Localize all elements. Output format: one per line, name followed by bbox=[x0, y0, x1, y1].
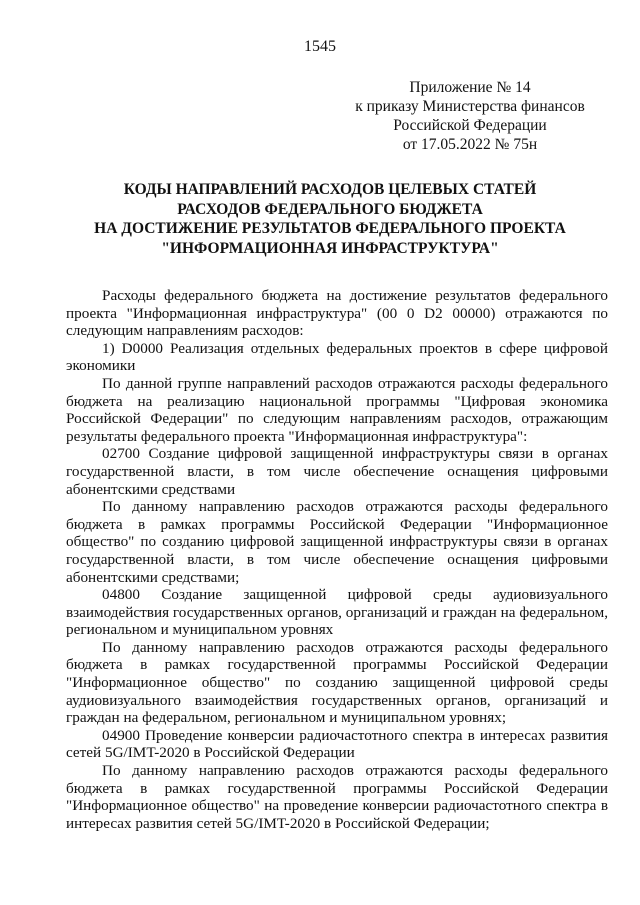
paragraph-intro: Расходы федерального бюджета на достижение результатов федерального проекта "Информационная инфраструктура" (00 0 D2 00000) отражаются по следующим направлениям расходов: bbox=[66, 287, 608, 340]
appendix-block bbox=[340, 78, 600, 154]
paragraph-code-04800: 04800 Создание защищенной цифровой среды аудиовизуального взаимодействия государственных органов, организаций и граждан на федеральном, региональном и муниципальном уровнях bbox=[66, 586, 608, 639]
title-line-4: "ИНФОРМАЦИОННАЯ ИНФРАСТРУКТУРА" bbox=[161, 239, 499, 257]
appendix-ministry: Российской Федерации bbox=[393, 117, 547, 134]
paragraph-code-04800-description: По данному направлению расходов отражаются расходы федерального бюджета в рамках государственной программы Российской Федерации "Информационное общество" по созданию защищенной цифровой среды аудиовизуального взаимодействия государственных органов, организаций и граждан на федеральном, региональном и муниципальном уровнях; bbox=[66, 638, 608, 727]
appendix-title: Приложение № 14 bbox=[409, 79, 531, 96]
document-body bbox=[66, 287, 608, 832]
paragraph-code-04900-description: По данному направлению расходов отражаются расходы федерального бюджета в рамках государственной программы Российской Федерации "Информационное общество" на проведение конверсии радиочастотного спектра в интересах развития сетей 5G/IMT-2020 в Российской Федерации; bbox=[66, 762, 608, 832]
title-line-2: РАСХОДОВ ФЕДЕРАЛЬНОГО БЮДЖЕТА bbox=[177, 200, 483, 218]
document-title bbox=[60, 180, 600, 258]
page-number: 1545 bbox=[304, 38, 336, 55]
appendix-date: от 17.05.2022 № 75н bbox=[402, 136, 538, 153]
paragraph-code-04900: 04900 Проведение конверсии радиочастотного спектра в интересах развития сетей 5G/IMT-2020 в Российской Федерации bbox=[66, 726, 608, 762]
appendix-order-ref: к приказу Министерства финансов bbox=[355, 98, 585, 115]
paragraph-group-d0000: 1) D0000 Реализация отдельных федеральных проектов в сфере цифровой экономики bbox=[66, 339, 608, 375]
paragraph-code-02700: 02700 Создание цифровой защищенной инфраструктуры связи в органах государственной власти, в том числе обеспечение оснащения цифровыми абонентскими средствами bbox=[66, 445, 608, 498]
paragraph-code-02700-description: По данному направлению расходов отражаются расходы федерального бюджета в рамках программы Российской Федерации "Информационное общество" по созданию цифровой защищенной инфраструктуры связи в органах государственной власти, в том числе обеспечение оснащения цифровыми абонентскими средствами; bbox=[66, 498, 608, 586]
title-line-1: КОДЫ НАПРАВЛЕНИЙ РАСХОДОВ ЦЕЛЕВЫХ СТАТЕЙ bbox=[123, 181, 537, 198]
paragraph-group-description: По данной группе направлений расходов отражаются расходы федерального бюджета на реализацию национальной программы "Цифровая экономика Российской Федерации" по следующим направлениям расходов, отражающим результаты федерального проекта "Информационная инфраструктура": bbox=[66, 374, 608, 445]
title-line-3: НА ДОСТИЖЕНИЕ РЕЗУЛЬТАТОВ ФЕДЕРАЛЬНОГО ПРОЕКТА bbox=[94, 220, 566, 237]
